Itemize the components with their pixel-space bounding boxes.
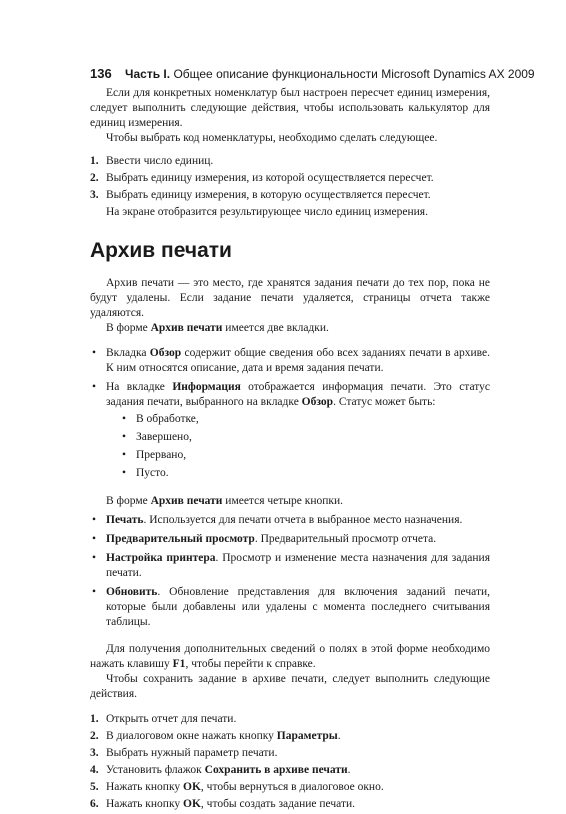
status-list xyxy=(122,410,490,482)
intro-steps xyxy=(90,154,490,203)
bullet-icon: • xyxy=(92,381,97,393)
bullet-icon: • xyxy=(92,514,97,526)
bullet-icon: • xyxy=(122,449,127,461)
list-item: 2. В диалоговом окне нажать кнопку Параметры. xyxy=(90,730,341,742)
list-item: 1. Ввести число единиц. xyxy=(90,155,214,167)
bullet-icon: • xyxy=(122,413,127,425)
list-item: 3. Выбрать нужный параметр печати. xyxy=(90,747,278,759)
list-item: 6. Нажать кнопку OK, чтобы создать задание печати. xyxy=(90,798,356,810)
bullet-icon: • xyxy=(122,467,127,479)
header-title: Общее описание функциональности Microsoft Dynamics AX 2009 xyxy=(173,67,535,81)
intro-paragraph-1: Если для конкретных номенклатур был настроен пересчет единиц измерения, следует выполнить следующие действия, чтобы использовать калькулятор для единиц измерения. xyxy=(90,87,490,129)
result-note: На экране отобразится результирующее число единиц измерения. xyxy=(106,206,428,218)
bullet-icon: • xyxy=(92,552,97,564)
list-item: • Завершено, xyxy=(122,428,490,446)
list-item: 5. Нажать кнопку OK, чтобы вернуться в диалоговое окно. xyxy=(90,781,384,793)
section-paragraph-5: Чтобы сохранить задание в архиве печати, следует выполнить следующие действия. xyxy=(90,673,490,700)
section-heading: Архив печати xyxy=(90,239,232,262)
section-paragraph-1: Архив печати — это место, где хранятся задания печати до тех пор, пока не будут удалены. Если задание печати удаляется, страницы отчета также удаляются. xyxy=(90,277,490,319)
list-item: • Прервано, xyxy=(122,446,490,464)
list-item: 4. Установить флажок Сохранить в архиве печати. xyxy=(90,764,351,776)
list-item: • На вкладке Информация отображается информация печати. Это статус задания печати, выбранного на вкладке Обзор. Статус может быть: • В обработке, • Завершено, • Прервано, • Пусто. xyxy=(90,380,490,482)
list-item: • В обработке, xyxy=(122,410,490,428)
buttons-list xyxy=(90,513,490,630)
page-body xyxy=(90,86,490,814)
archive-steps xyxy=(90,712,490,812)
section-paragraph-3: В форме Архив печати имеется четыре кнопки. xyxy=(106,495,344,507)
section-paragraph-4: Для получения дополнительных сведений о полях в этой форме необходимо нажать клавишу F1, чтобы перейти к справке. xyxy=(90,643,490,670)
list-item: • Обновить. Обновление представления для включения заданий печати, которые были добавлены или удалены с момента последнего считывания таблицы. xyxy=(92,586,490,628)
list-item: 2. Выбрать единицу измерения, из которой осуществляется пересчет. xyxy=(90,172,434,184)
list-item: • Вкладка Обзор содержит общие сведения обо всех заданиях печати в архиве. К ним относятся описание, дата и время задания печати. xyxy=(92,347,490,374)
bullet-icon: • xyxy=(122,431,127,443)
list-item: • Предварительный просмотр. Предварительный просмотр отчета. xyxy=(92,533,437,545)
page-number: 136 xyxy=(90,66,112,81)
running-header xyxy=(90,66,535,81)
bullet-icon: • xyxy=(92,533,97,545)
list-item: 1. Открыть отчет для печати. xyxy=(90,713,237,725)
bullet-icon: • xyxy=(92,586,97,598)
header-part: Часть I. xyxy=(125,67,171,81)
intro-paragraph-2: Чтобы выбрать код номенклатуры, необходимо сделать следующее. xyxy=(106,132,438,144)
list-item: • Печать. Используется для печати отчета в выбранное место назначения. xyxy=(92,514,463,526)
tabs-list xyxy=(90,346,490,482)
bullet-icon: • xyxy=(92,347,97,359)
list-item: • Настройка принтера. Просмотр и изменение места назначения для задания печати. xyxy=(92,552,490,579)
list-item: • Пусто. xyxy=(122,464,490,482)
section-paragraph-2: В форме Архив печати имеется две вкладки. xyxy=(106,322,329,334)
list-item: 3. Выбрать единицу измерения, в которую осуществляется пересчет. xyxy=(90,189,431,201)
